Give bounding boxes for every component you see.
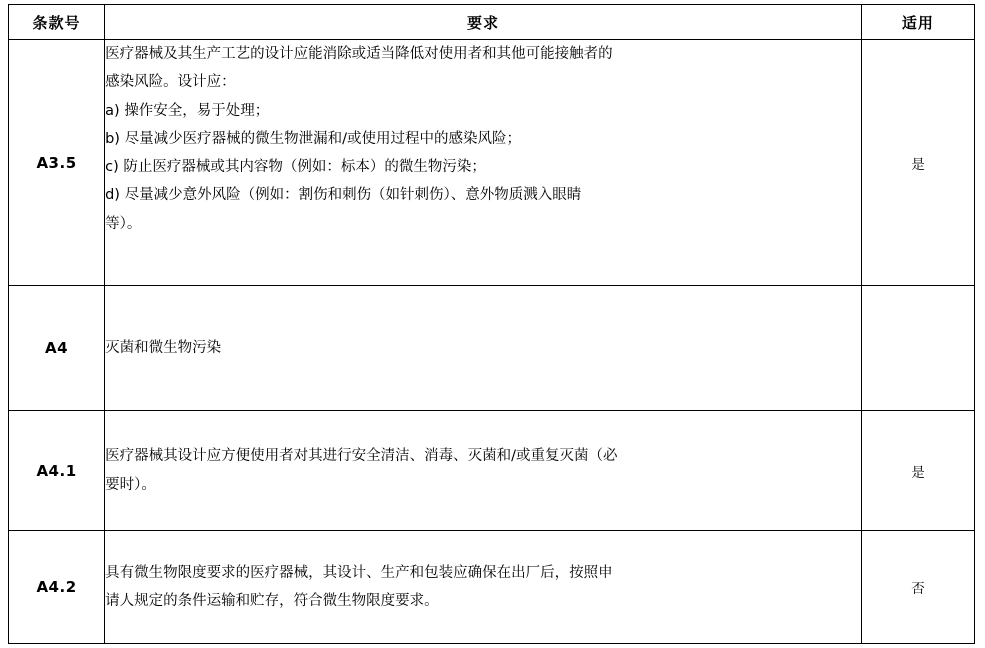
header-requirement: 要求 [105,5,862,40]
requirement-line: 具有微生物限度要求的医疗器械，其设计、生产和包装应确保在出厂后，按照申 [105,564,613,581]
clause-number: A4.1 [9,411,105,531]
requirement-line: c) 防止医疗器械或其内容物（例如：标本）的微生物污染； [105,159,486,176]
header-applicable: 适用 [861,5,974,40]
requirement-line: 要时）。 [105,476,156,493]
requirement-line: 等）。 [105,215,142,232]
requirement-text [105,411,862,531]
table-row [9,411,975,531]
requirement-line: b) 尽量减少医疗器械的微生物泄漏和/或使用过程中的感染风险； [105,130,521,147]
document-page [0,4,985,648]
requirement-line: d) 尽量减少意外风险（例如：割伤和刺伤（如针刺伤）、意外物质溅入眼睛 [105,187,582,204]
clause-number: A3.5 [9,40,105,286]
requirement-line: 请人规定的条件运输和贮存，符合微生物限度要求。 [105,593,439,609]
table-header-row [9,5,975,40]
requirement-text [105,286,862,411]
applicability-value: 是 [861,40,974,286]
table-row [9,286,975,411]
requirements-table [8,4,975,644]
applicability-value: 是 [861,411,974,531]
applicability-value [861,286,974,411]
clause-number: A4.2 [9,531,105,644]
requirement-text [105,531,862,644]
requirement-line: 灭菌和微生物污染 [105,339,222,356]
applicability-value: 否 [861,531,974,644]
clause-number: A4 [9,286,105,411]
requirement-line: a) 操作安全，易于处理； [105,102,270,119]
requirement-text [105,40,862,286]
requirement-line: 医疗器械及其生产工艺的设计应能消除或适当降低对使用者和其他可能接触者的 [105,46,613,62]
requirement-line: 医疗器械其设计应方便使用者对其进行安全清洁、消毒、灭菌和/或重复灭菌（必 [105,448,618,465]
table-row [9,40,975,286]
table-row [9,531,975,644]
requirement-line: 感染风险。设计应： [105,74,236,91]
header-clause: 条款号 [9,5,105,40]
